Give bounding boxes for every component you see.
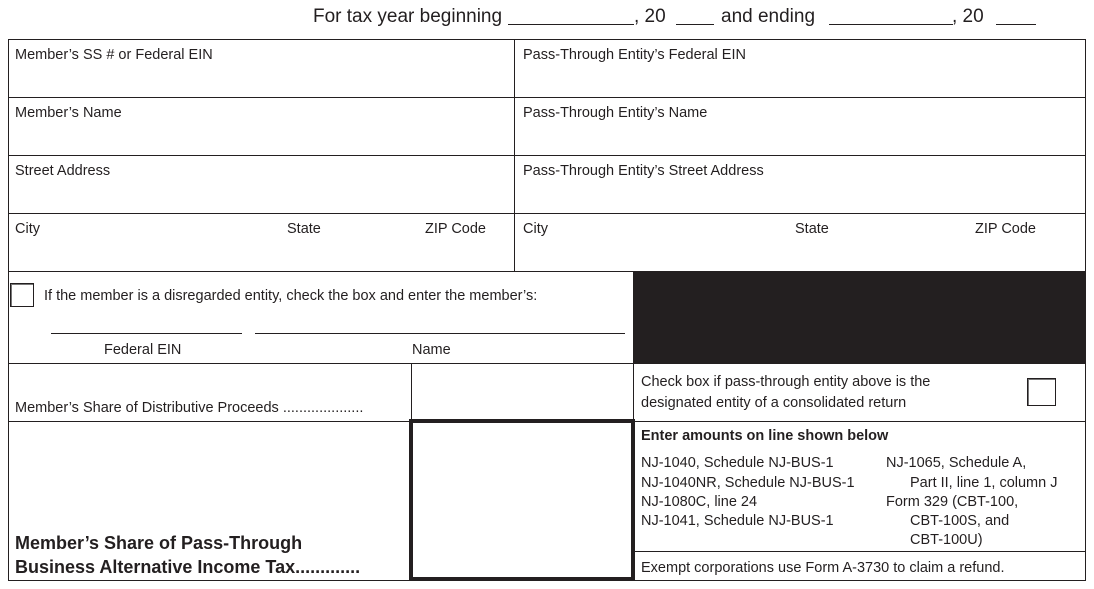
entity-ein-label: Pass-Through Entity’s Federal EIN bbox=[523, 47, 746, 63]
rule bbox=[8, 213, 1086, 214]
disregarded-ein-caption: Federal EIN bbox=[104, 342, 182, 358]
disregarded-name-caption: Name bbox=[412, 342, 451, 358]
tax-year-end-century: , 20 bbox=[952, 6, 984, 27]
list-item: CBT-100S, and bbox=[910, 513, 1010, 529]
member-name-label: Member’s Name bbox=[15, 105, 122, 121]
member-ssn-label: Member’s SS # or Federal EIN bbox=[15, 47, 213, 63]
list-item: Part II, line 1, column J bbox=[910, 475, 1058, 491]
consolidated-text-line-1: Check box if pass-through entity above is the bbox=[641, 374, 931, 390]
tax-year-end-year-field[interactable] bbox=[996, 24, 1036, 25]
tax-year-begin-year-field[interactable] bbox=[676, 24, 714, 25]
disregarded-name-field[interactable] bbox=[255, 333, 625, 334]
disregarded-entity-text: If the member is a disregarded entity, check the box and enter the member’s: bbox=[44, 288, 538, 304]
tax-year-end-date-field[interactable] bbox=[829, 24, 953, 25]
list-item: CBT-100U) bbox=[910, 532, 983, 548]
consolidated-return-checkbox[interactable] bbox=[1027, 378, 1056, 406]
rule bbox=[514, 39, 515, 271]
rule bbox=[8, 155, 1086, 156]
member-city-label: City bbox=[15, 221, 40, 237]
member-zip-label: ZIP Code bbox=[425, 221, 486, 237]
distributive-proceeds-amount-field[interactable] bbox=[412, 364, 633, 421]
entity-state-label: State bbox=[795, 221, 829, 237]
list-item: NJ-1080C, line 24 bbox=[641, 494, 758, 510]
disregarded-ein-field[interactable] bbox=[51, 333, 242, 334]
and-ending-text: and ending bbox=[721, 6, 816, 27]
disregarded-entity-checkbox[interactable] bbox=[10, 283, 34, 307]
list-item: NJ-1040, Schedule NJ-BUS-1 bbox=[641, 455, 834, 471]
tax-year-prefix: For tax year beginning bbox=[313, 6, 503, 27]
distributive-proceeds-label: Member’s Share of Distributive Proceeds .................... bbox=[15, 400, 364, 416]
bait-label-line-2: Business Alternative Income Tax............. bbox=[15, 557, 361, 577]
exempt-note: Exempt corporations use Form A-3730 to claim a refund. bbox=[641, 560, 1005, 576]
instructions-heading: Enter amounts on line shown below bbox=[641, 428, 889, 444]
tax-year-begin-date-field[interactable] bbox=[508, 24, 634, 25]
bait-label-line-1: Member’s Share of Pass-Through bbox=[15, 533, 303, 553]
list-item: NJ-1040NR, Schedule NJ-BUS-1 bbox=[641, 475, 855, 491]
member-street-label: Street Address bbox=[15, 163, 111, 179]
shaded-block bbox=[633, 271, 1086, 364]
entity-street-label: Pass-Through Entity’s Street Address bbox=[523, 163, 764, 179]
rule bbox=[8, 97, 1086, 98]
rule bbox=[633, 551, 1086, 552]
consolidated-text-line-2: designated entity of a consolidated return bbox=[641, 395, 907, 411]
bait-amount-box[interactable] bbox=[409, 419, 635, 581]
list-item: Form 329 (CBT-100, bbox=[886, 494, 1019, 510]
entity-zip-label: ZIP Code bbox=[975, 221, 1036, 237]
member-state-label: State bbox=[287, 221, 321, 237]
entity-name-label: Pass-Through Entity’s Name bbox=[523, 105, 708, 121]
rule bbox=[8, 271, 1086, 272]
entity-city-label: City bbox=[523, 221, 548, 237]
list-item: NJ-1041, Schedule NJ-BUS-1 bbox=[641, 513, 834, 529]
tax-year-begin-century: , 20 bbox=[634, 6, 666, 27]
list-item: NJ-1065, Schedule A, bbox=[886, 455, 1027, 471]
